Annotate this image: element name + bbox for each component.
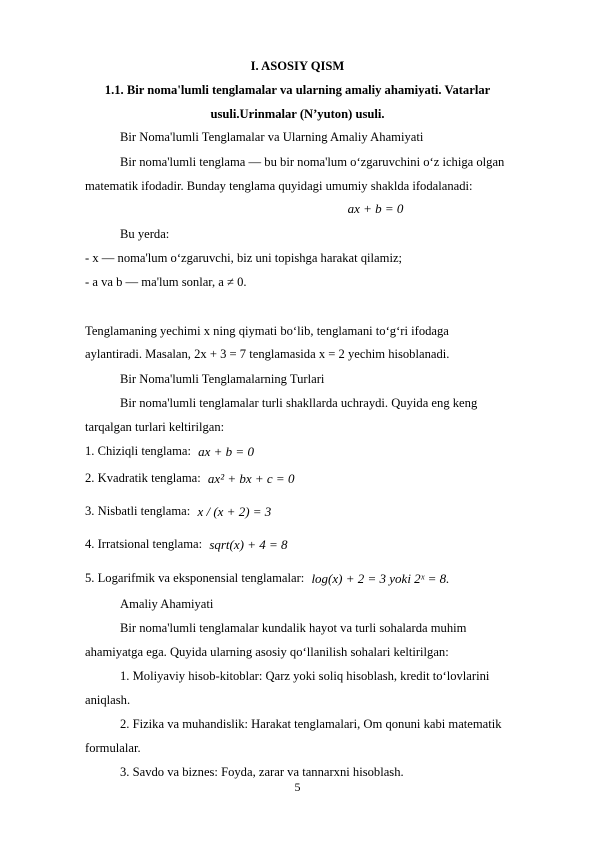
section-title-2: Bir Noma'lumli Tenglamalarning Turlari [120,372,325,386]
type-label: 4. Irratsional tenglama: [85,537,203,551]
bu-yerda-label: Bu yerda: [120,227,170,241]
definition-x: - x — noma'lum o‘zgaruvchi, biz uni topishga harakat qilamiz; [85,251,403,265]
definition-ab: - a va b — ma'lum sonlar, a ≠ 0. [85,275,247,289]
application-2-line1: 2. Fizika va muhandislik: Harakat tenglamalari, Om qonuni kabi matematik [120,717,502,731]
paragraph-2-line1: Tenglamaning yechimi x ning qiymati bo‘lib, tenglamani to‘g‘ri ifodaga [85,324,449,338]
type-item [85,443,254,460]
type-equation: ax + b = 0 [198,444,254,460]
type-label: 2. Kvadratik tenglama: [85,471,201,485]
type-equation: log(x) + 2 = 3 yoki 2ˣ = 8. [311,571,450,587]
type-equation: sqrt(x) + 4 = 8 [209,537,288,553]
type-equation: ax² + bx + c = 0 [207,471,295,487]
equation-general: ax + b = 0 [347,201,404,216]
paragraph-4-line2: ahamiyatga ega. Quyida ularning asosiy qo‘llanilish sohalari keltirilgan: [85,645,449,659]
heading-sub-line2: usuli.Urinmalar (N’yuton) usuli. [210,107,385,121]
paragraph-3-line2: tarqalgan turlari keltirilgan: [85,420,225,434]
type-label: 3. Nisbatli tenglama: [85,504,191,518]
paragraph-1-line2: matematik ifodadir. Bunday tenglama quyidagi umumiy shaklda ifodalanadi: [85,179,473,193]
type-item [85,470,294,487]
application-2-line2: formulalar. [85,741,141,755]
application-3-line1: 3. Savdo va biznes: Foyda, zarar va tannarxni hisoblash. [120,765,404,779]
section-title-1: Bir Noma'lumli Tenglamalar va Ularning Amaliy Ahamiyati [120,130,424,144]
type-item [85,536,288,553]
paragraph-2-line2: aylantiradi. Masalan, 2x + 3 = 7 tenglamasida x = 2 yechim hisoblanadi. [85,347,450,361]
type-item [85,503,271,520]
page-number: 5 [294,780,301,794]
paragraph-4-line1: Bir noma'lumli tenglamalar kundalik hayot va turli sohalarda muhim [120,621,467,635]
type-label: 1. Chiziqli tenglama: [85,444,191,458]
paragraph-1-line1: Bir noma'lumli tenglama — bu bir noma'lum o‘zgaruvchini o‘z ichiga olgan [120,155,505,169]
application-1-line1: 1. Moliyaviy hisob-kitoblar: Qarz yoki soliq hisoblash, kredit to‘lovlarini [120,669,490,683]
type-item [85,570,449,587]
section-title-3: Amaliy Ahamiyati [120,597,214,611]
type-equation: x / (x + 2) = 3 [197,504,272,520]
heading-main: I. ASOSIY QISM [250,59,345,73]
type-label: 5. Logarifmik va eksponensial tenglamalar: [85,571,305,585]
application-1-line2: aniqlash. [85,693,131,707]
heading-sub-line1: 1.1. Bir noma'lumli tenglamalar va ularning amaliy ahamiyati. Vatarlar [104,83,491,97]
paragraph-3-line1: Bir noma'lumli tenglamalar turli shakllarda uchraydi. Quyida eng keng [120,396,478,410]
